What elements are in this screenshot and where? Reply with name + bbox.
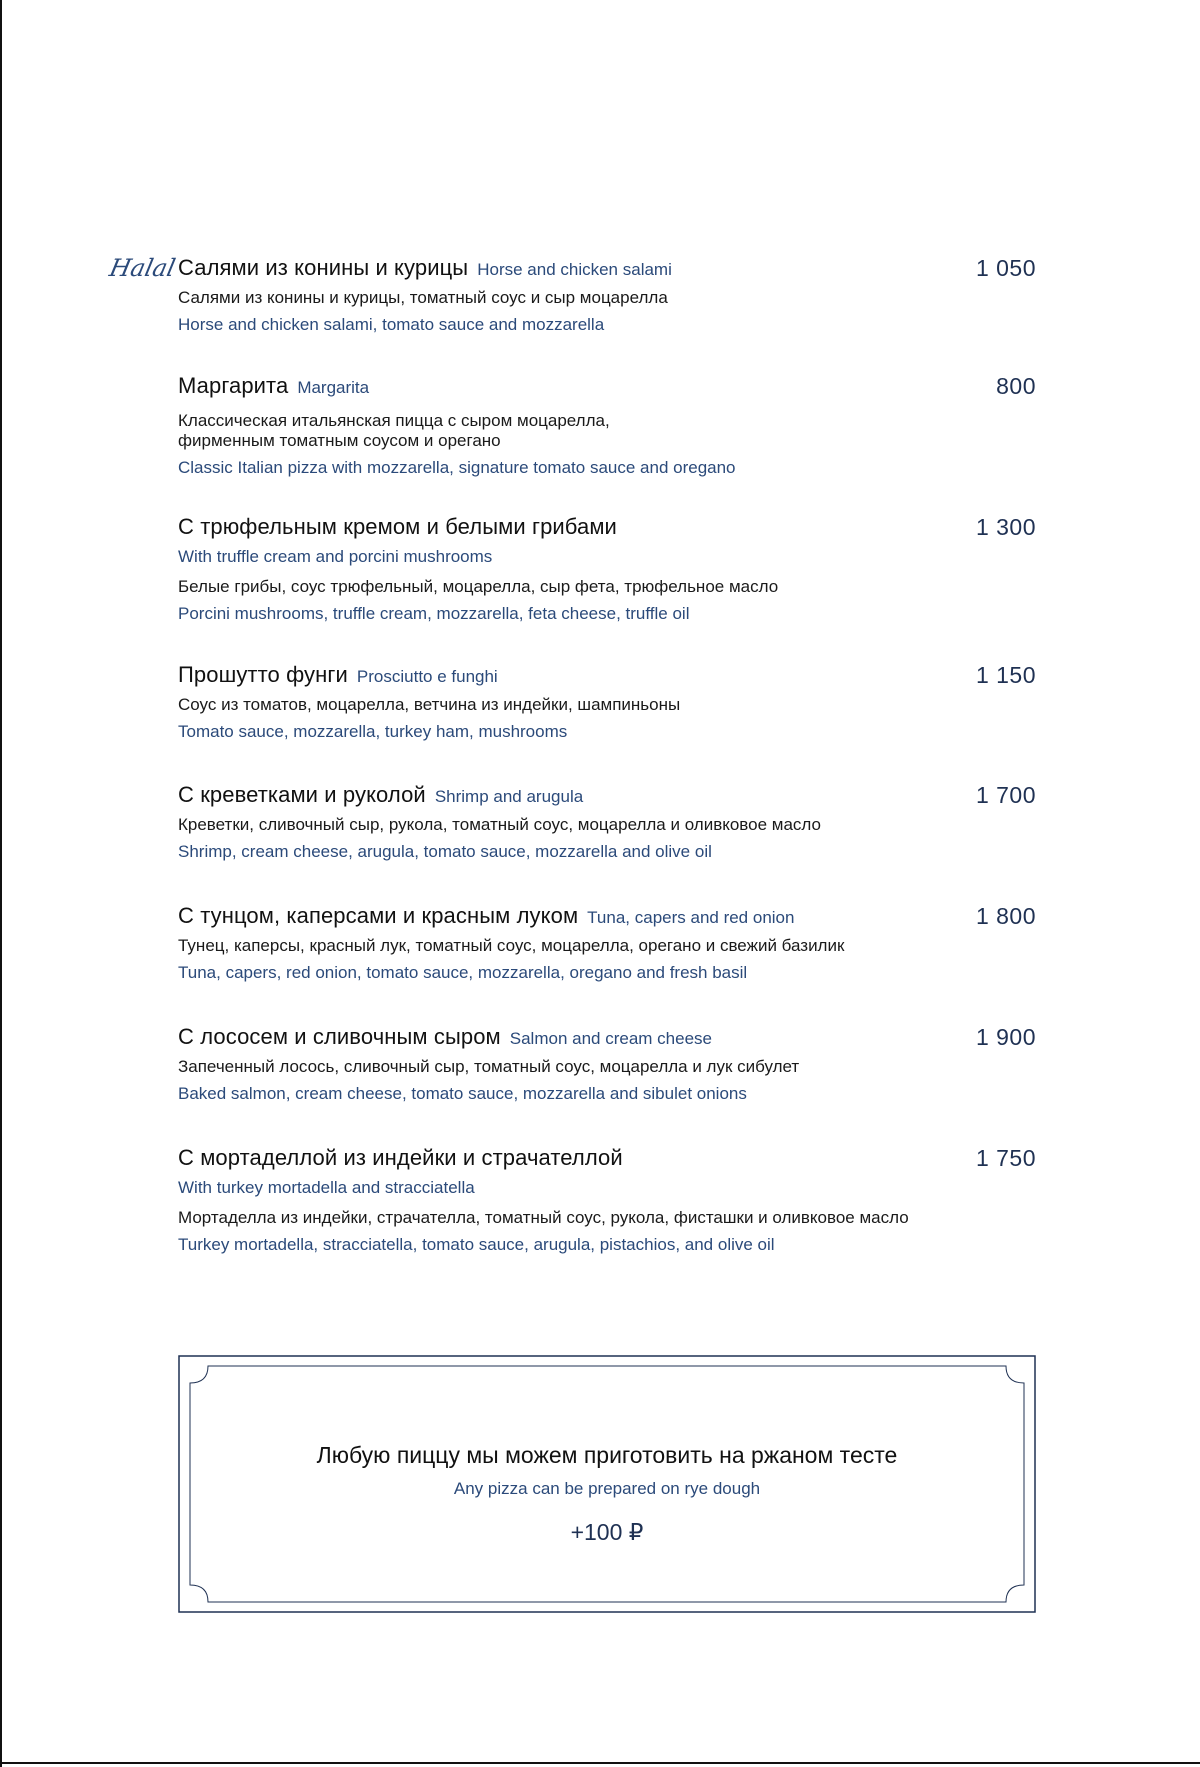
note-title-en: Any pizza can be prepared on rye dough <box>453 1479 761 1498</box>
item-description-en: Horse and chicken salami, tomato sauce and mozzarella <box>178 315 605 334</box>
item-name-en: Shrimp and arugula <box>434 787 584 806</box>
item-description-en: Baked salmon, cream cheese, tomato sauce, mozzarella and sibulet onions <box>178 1084 747 1103</box>
halal-badge: Halal <box>107 254 178 282</box>
menu-item-margarita <box>178 373 1036 478</box>
item-price: 1 800 <box>975 903 1036 929</box>
item-description-en: Porcini mushrooms, truffle cream, mozzarella, feta cheese, truffle oil <box>178 604 690 623</box>
item-name-en: Salmon and cream cheese <box>509 1029 712 1048</box>
item-description-en: Classic Italian pizza with mozzarella, signature tomato sauce and oregano <box>178 458 736 477</box>
item-description-en: Shrimp, cream cheese, arugula, tomato sauce, mozzarella and olive oil <box>178 842 712 861</box>
item-name-en: With truffle cream and porcini mushrooms <box>178 547 493 566</box>
item-description-ru: Тунец, каперсы, красный лук, томатный соус, моцарелла, орегано и свежий базилик <box>178 936 845 955</box>
item-name-ru: С креветками и руколой <box>178 782 426 807</box>
item-name-ru: С мортаделлой из индейки и страчателлой <box>178 1145 623 1170</box>
item-name-en: Horse and chicken salami <box>477 260 672 279</box>
item-name-en: Margarita <box>297 378 370 397</box>
item-name-en: Tuna, capers and red onion <box>587 908 795 927</box>
item-description-en: Tomato sauce, mozzarella, turkey ham, mushrooms <box>178 722 568 741</box>
menu-item-tuna-capers <box>178 903 1036 983</box>
note-title-ru: Любую пиццу мы можем приготовить на ржаном тесте <box>316 1442 898 1468</box>
item-price: 800 <box>996 373 1036 399</box>
menu-item-mortadella-stracciatella <box>178 1145 1036 1255</box>
item-price: 1 300 <box>975 514 1036 540</box>
note-price: +100 ₽ <box>570 1519 644 1545</box>
item-name-ru: Прошутто фунги <box>178 662 348 687</box>
item-price: 1 050 <box>975 255 1036 281</box>
item-title-line <box>178 903 1036 933</box>
menu-item-salmon-cream-cheese <box>178 1024 1036 1104</box>
menu-item-truffle-porcini <box>178 514 1036 624</box>
page-border-left <box>0 0 2 1767</box>
menu-item-prosciutto-funghi <box>178 662 1036 742</box>
item-title-line <box>178 514 1036 544</box>
item-description-ru: Соус из томатов, моцарелла, ветчина из индейки, шампиньоны <box>178 695 681 714</box>
item-description-ru: Классическая итальянская пицца с сыром моцарелла, фирменным томатным соусом и орегано <box>178 411 610 450</box>
item-description-ru: Белые грибы, соус трюфельный, моцарелла, сыр фета, трюфельное масло <box>178 577 779 596</box>
item-title-line <box>178 1024 1036 1054</box>
item-title-line <box>178 662 1036 692</box>
item-description-ru: Креветки, сливочный сыр, рукола, томатный соус, моцарелла и оливковое масло <box>178 815 821 834</box>
menu-item-shrimp-arugula <box>178 782 1036 862</box>
item-price: 1 750 <box>975 1145 1036 1171</box>
item-description-en: Turkey mortadella, stracciatella, tomato sauce, arugula, pistachios, and olive oil <box>178 1235 775 1254</box>
item-name-ru: Салями из конины и курицы <box>178 255 469 280</box>
item-description-ru: Мортаделла из индейки, страчателла, томатный соус, рукола, фисташки и оливковое масло <box>178 1208 909 1227</box>
item-name-ru: С лососем и сливочным сыром <box>178 1024 501 1049</box>
item-title-line <box>178 373 1036 403</box>
item-price: 1 900 <box>975 1024 1036 1050</box>
item-title-line <box>178 1145 1036 1175</box>
item-title-line <box>178 255 1036 285</box>
page-border-bottom <box>0 1762 1200 1764</box>
rye-dough-note-box <box>178 1355 1036 1613</box>
menu-item-horse-chicken-salami <box>178 255 1036 335</box>
item-title-line <box>178 782 1036 812</box>
item-description-ru: Запеченный лосось, сливочный сыр, томатный соус, моцарелла и лук сибулет <box>178 1057 800 1076</box>
item-name-ru: Маргарита <box>178 373 289 398</box>
item-price: 1 700 <box>975 782 1036 808</box>
item-description-ru: Салями из конины и курицы, томатный соус и сыр моцарелла <box>178 288 668 307</box>
item-name-ru: С тунцом, каперсами и красным луком <box>178 903 579 928</box>
item-description-en: Tuna, capers, red onion, tomato sauce, mozzarella, oregano and fresh basil <box>178 963 748 982</box>
item-name-en: Prosciutto e funghi <box>356 667 498 686</box>
item-name-ru: С трюфельным кремом и белыми грибами <box>178 514 617 539</box>
item-price: 1 150 <box>975 662 1036 688</box>
item-name-en: With turkey mortadella and stracciatella <box>178 1178 475 1197</box>
